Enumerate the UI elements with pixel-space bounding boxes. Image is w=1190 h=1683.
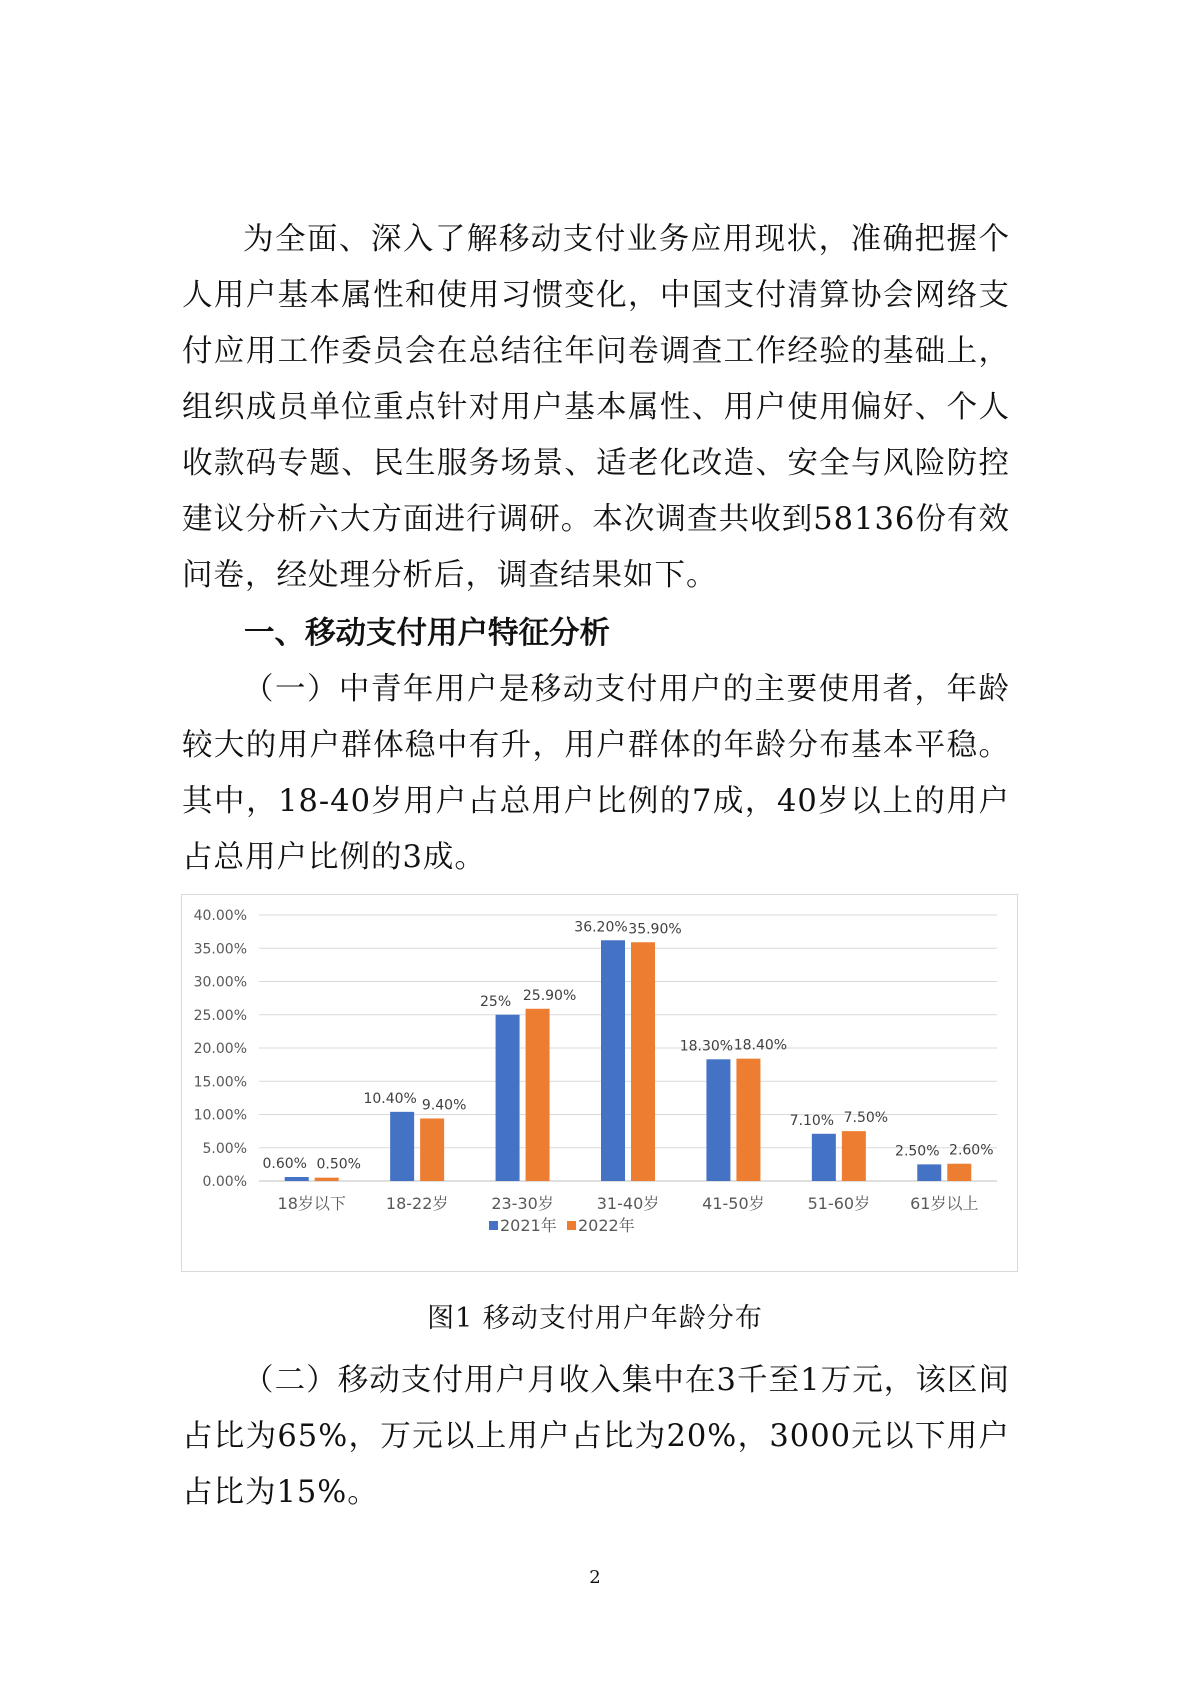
intro-paragraph: 为全面、深入了解移动支付业务应用现状，准确把握个人用户基本属性和使用习惯变化，中国支付清算协会网络支付应用工作委员会在总结往年问卷调查工作经验的基础上，组织成员单位重点针对用户基本属性、用户使用偏好、个人收款码专题、民生服务场景、适老化改造、安全与风险防控建议分析六大方面进行调研。本次调查共收到58136份有效问卷，经处理分析后，调查结果如下。 — [182, 222, 1010, 593]
bar-2022 — [420, 1118, 444, 1181]
y-tick-label: 40.00% — [193, 908, 247, 924]
x-tick-label: 23-30岁 — [491, 1194, 554, 1213]
y-tick-label: 25.00% — [193, 1007, 247, 1024]
bar-2022 — [526, 1009, 550, 1181]
data-label: 9.40% — [421, 1097, 467, 1114]
data-label: 25.90% — [522, 987, 577, 1004]
age-finding-paragraph: （一）中青年用户是移动支付用户的主要使用者，年龄较大的用户群体稳中有升，用户群体的年龄分布基本平稳。其中，18-40岁用户占总用户比例的7成，40岁以上的用户占总用户比例的3成。 — [182, 672, 1010, 875]
legend-swatch — [489, 1221, 498, 1230]
data-label: 35.90% — [628, 921, 682, 938]
section-heading: 一、移动支付用户特征分析 — [244, 616, 610, 651]
bar-2021 — [496, 1015, 520, 1181]
bar-2021 — [390, 1112, 414, 1181]
bar-2022 — [842, 1131, 866, 1181]
y-tick-label: 15.00% — [193, 1074, 247, 1091]
x-tick-label: 51-60岁 — [807, 1194, 871, 1213]
y-tick-label: 20.00% — [193, 1041, 247, 1057]
data-label: 0.60% — [262, 1156, 307, 1173]
chart-canvas — [182, 895, 1017, 1271]
data-label: 36.20% — [574, 919, 628, 936]
bar-2022 — [631, 942, 655, 1181]
x-tick-label: 18-22岁 — [385, 1194, 449, 1213]
legend-label: 2021年 — [500, 1216, 557, 1235]
income-finding-paragraph: （二）移动支付用户月收入集中在3千至1万元，该区间占比为65%，万元以上用户占比为20%，3000元以下用户占比为15%。 — [182, 1363, 1010, 1510]
data-label: 2.60% — [949, 1142, 994, 1159]
legend-swatch — [567, 1221, 576, 1230]
data-label: 0.50% — [316, 1156, 361, 1173]
y-tick-label: 35.00% — [193, 941, 247, 958]
data-label: 18.40% — [733, 1037, 788, 1054]
x-tick-label: 31-40岁 — [596, 1194, 660, 1213]
y-tick-label: 30.00% — [193, 974, 247, 991]
data-label: 7.10% — [789, 1112, 835, 1129]
y-tick-label: 0.00% — [202, 1174, 247, 1190]
x-tick-label: 41-50岁 — [702, 1194, 765, 1213]
bar-2022 — [315, 1178, 339, 1181]
x-tick-label: 18岁以下 — [277, 1194, 346, 1213]
data-label: 25% — [480, 993, 512, 1010]
page-number: 2 — [589, 1567, 601, 1588]
data-label: 18.30% — [679, 1038, 734, 1055]
legend-label: 2022年 — [578, 1216, 635, 1235]
x-tick-label: 61岁以上 — [910, 1194, 979, 1213]
data-label: 2.50% — [895, 1143, 940, 1160]
bar-2021 — [285, 1177, 309, 1181]
bar-2022 — [736, 1059, 760, 1181]
bar-2021 — [601, 940, 625, 1181]
y-tick-label: 5.00% — [202, 1140, 247, 1157]
bar-2021 — [812, 1134, 836, 1181]
figure-caption: 图1 移动支付用户年龄分布 — [427, 1303, 763, 1334]
bar-2022 — [947, 1164, 971, 1181]
data-label: 10.40% — [363, 1090, 417, 1107]
y-tick-label: 10.00% — [193, 1107, 247, 1124]
age-distribution-chart — [181, 894, 1018, 1272]
bar-2021 — [917, 1164, 941, 1181]
data-label: 7.50% — [843, 1110, 889, 1127]
bar-2021 — [706, 1059, 730, 1181]
